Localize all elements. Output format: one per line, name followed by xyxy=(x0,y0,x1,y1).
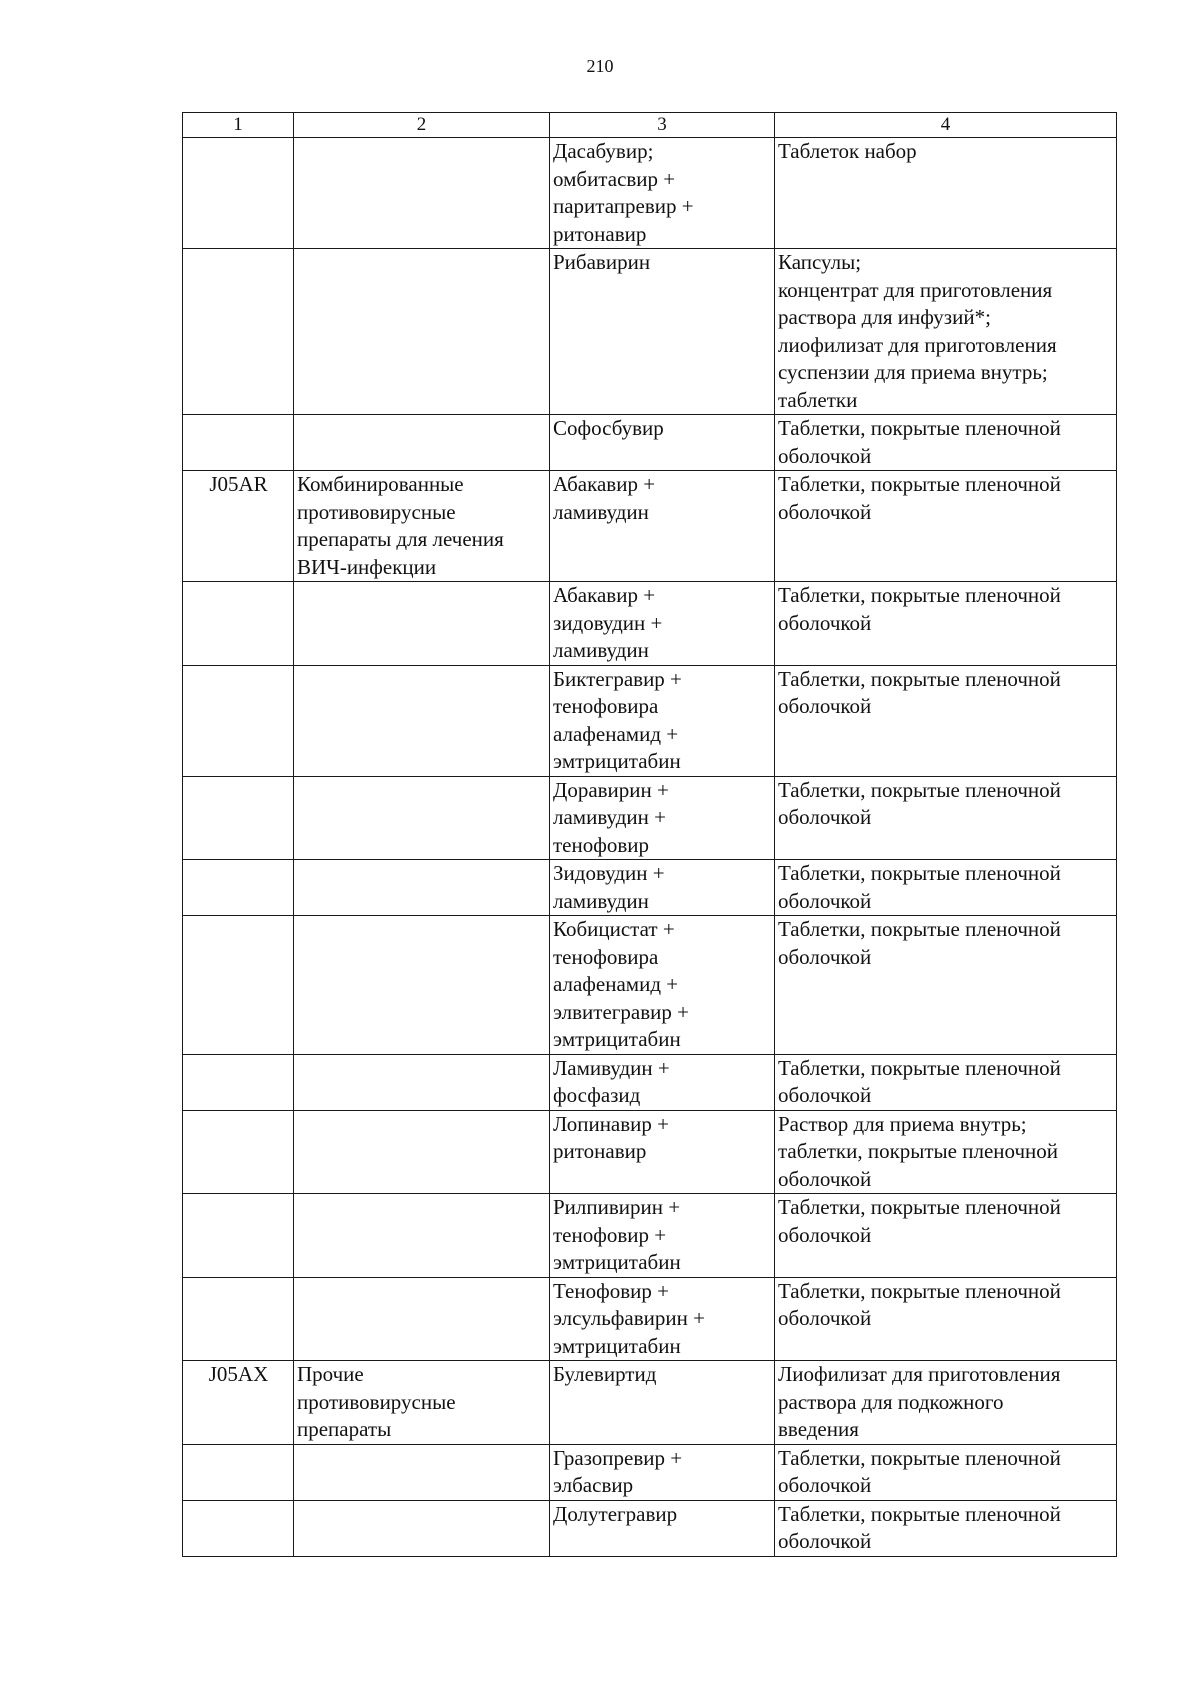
table-body xyxy=(183,138,1117,1557)
atc-code-cell xyxy=(183,249,294,415)
dosage-form-cell: Раствор для приема внутрь; таблетки, покрытые пленочной оболочкой xyxy=(775,1110,1117,1194)
dosage-form-cell: Таблетки, покрытые пленочной оболочкой xyxy=(775,1277,1117,1361)
dosage-form-cell: Таблетки, покрытые пленочной оболочкой xyxy=(775,471,1117,582)
table-row xyxy=(183,1194,1117,1278)
table-row xyxy=(183,249,1117,415)
table-row xyxy=(183,1500,1117,1556)
dosage-form-cell: Лиофилизат для приготовления раствора для подкожного введения xyxy=(775,1361,1117,1445)
table-row xyxy=(183,916,1117,1055)
group-cell xyxy=(294,249,550,415)
table-row xyxy=(183,665,1117,776)
group-cell xyxy=(294,1194,550,1278)
drug-cell: Доравирин + ламивудин + тенофовир xyxy=(550,776,775,860)
page-number: 210 xyxy=(586,56,614,76)
group-cell xyxy=(294,582,550,666)
atc-code-cell: J05AR xyxy=(183,471,294,582)
drug-cell: Абакавир + ламивудин xyxy=(550,471,775,582)
atc-code-cell: J05AX xyxy=(183,1361,294,1445)
atc-code-cell xyxy=(183,1110,294,1194)
atc-code-cell xyxy=(183,860,294,916)
drug-cell: Лопинавир + ритонавир xyxy=(550,1110,775,1194)
group-cell: Комбинированные противовирусные препараты для лечения ВИЧ-инфекции xyxy=(294,471,550,582)
atc-code-cell xyxy=(183,776,294,860)
dosage-form-cell: Таблетки, покрытые пленочной оболочкой xyxy=(775,1500,1117,1556)
atc-code-cell xyxy=(183,582,294,666)
table-row xyxy=(183,1054,1117,1110)
table-row xyxy=(183,1444,1117,1500)
table-row xyxy=(183,776,1117,860)
atc-code-cell xyxy=(183,916,294,1055)
header-row xyxy=(183,113,1117,138)
atc-code-cell xyxy=(183,665,294,776)
group-cell xyxy=(294,860,550,916)
dosage-form-cell: Таблетки, покрытые пленочной оболочкой xyxy=(775,415,1117,471)
atc-code-cell xyxy=(183,1054,294,1110)
drug-cell: Абакавир + зидовудин + ламивудин xyxy=(550,582,775,666)
table-row xyxy=(183,582,1117,666)
group-cell xyxy=(294,415,550,471)
group-cell: Прочие противовирусные препараты xyxy=(294,1361,550,1445)
group-cell xyxy=(294,1500,550,1556)
table-row xyxy=(183,415,1117,471)
dosage-form-cell: Капсулы; концентрат для приготовления раствора для инфузий*; лиофилизат для приготовления суспензии для приема внутрь; таблетки xyxy=(775,249,1117,415)
drug-cell: Тенофовир + элсульфавирин + эмтрицитабин xyxy=(550,1277,775,1361)
drug-cell: Дасабувир; омбитасвир + паритапревир + ритонавир xyxy=(550,138,775,249)
dosage-form-cell: Таблетки, покрытые пленочной оболочкой xyxy=(775,665,1117,776)
group-cell xyxy=(294,1110,550,1194)
group-cell xyxy=(294,1444,550,1500)
dosage-form-cell: Таблетки, покрытые пленочной оболочкой xyxy=(775,860,1117,916)
dosage-form-cell: Таблетки, покрытые пленочной оболочкой xyxy=(775,582,1117,666)
table-row xyxy=(183,1110,1117,1194)
drug-cell: Гразопревир + элбасвир xyxy=(550,1444,775,1500)
atc-code-cell xyxy=(183,1500,294,1556)
drug-cell: Софосбувир xyxy=(550,415,775,471)
drug-cell: Зидовудин + ламивудин xyxy=(550,860,775,916)
medication-table xyxy=(182,112,1117,1557)
table-row xyxy=(183,138,1117,249)
atc-code-cell xyxy=(183,1277,294,1361)
atc-code-cell xyxy=(183,138,294,249)
table-row xyxy=(183,1361,1117,1445)
drug-cell: Рилпивирин + тенофовир + эмтрицитабин xyxy=(550,1194,775,1278)
group-cell xyxy=(294,138,550,249)
drug-cell: Рибавирин xyxy=(550,249,775,415)
table-row xyxy=(183,1277,1117,1361)
atc-code-cell xyxy=(183,1444,294,1500)
drug-cell: Ламивудин + фосфазид xyxy=(550,1054,775,1110)
column-header-2: 2 xyxy=(294,113,550,138)
group-cell xyxy=(294,916,550,1055)
table-row xyxy=(183,860,1117,916)
dosage-form-cell: Таблеток набор xyxy=(775,138,1117,249)
dosage-form-cell: Таблетки, покрытые пленочной оболочкой xyxy=(775,776,1117,860)
atc-code-cell xyxy=(183,415,294,471)
column-header-4: 4 xyxy=(775,113,1117,138)
group-cell xyxy=(294,1054,550,1110)
dosage-form-cell: Таблетки, покрытые пленочной оболочкой xyxy=(775,1054,1117,1110)
dosage-form-cell: Таблетки, покрытые пленочной оболочкой xyxy=(775,1444,1117,1500)
group-cell xyxy=(294,776,550,860)
dosage-form-cell: Таблетки, покрытые пленочной оболочкой xyxy=(775,1194,1117,1278)
column-header-1: 1 xyxy=(183,113,294,138)
drug-cell: Долутегравир xyxy=(550,1500,775,1556)
atc-code-cell xyxy=(183,1194,294,1278)
group-cell xyxy=(294,665,550,776)
column-header-3: 3 xyxy=(550,113,775,138)
group-cell xyxy=(294,1277,550,1361)
dosage-form-cell: Таблетки, покрытые пленочной оболочкой xyxy=(775,916,1117,1055)
drug-cell: Биктегравир + тенофовира алафенамид + эмтрицитабин xyxy=(550,665,775,776)
drug-cell: Кобицистат + тенофовира алафенамид + элвитегравир + эмтрицитабин xyxy=(550,916,775,1055)
drug-cell: Булевиртид xyxy=(550,1361,775,1445)
table-row xyxy=(183,471,1117,582)
